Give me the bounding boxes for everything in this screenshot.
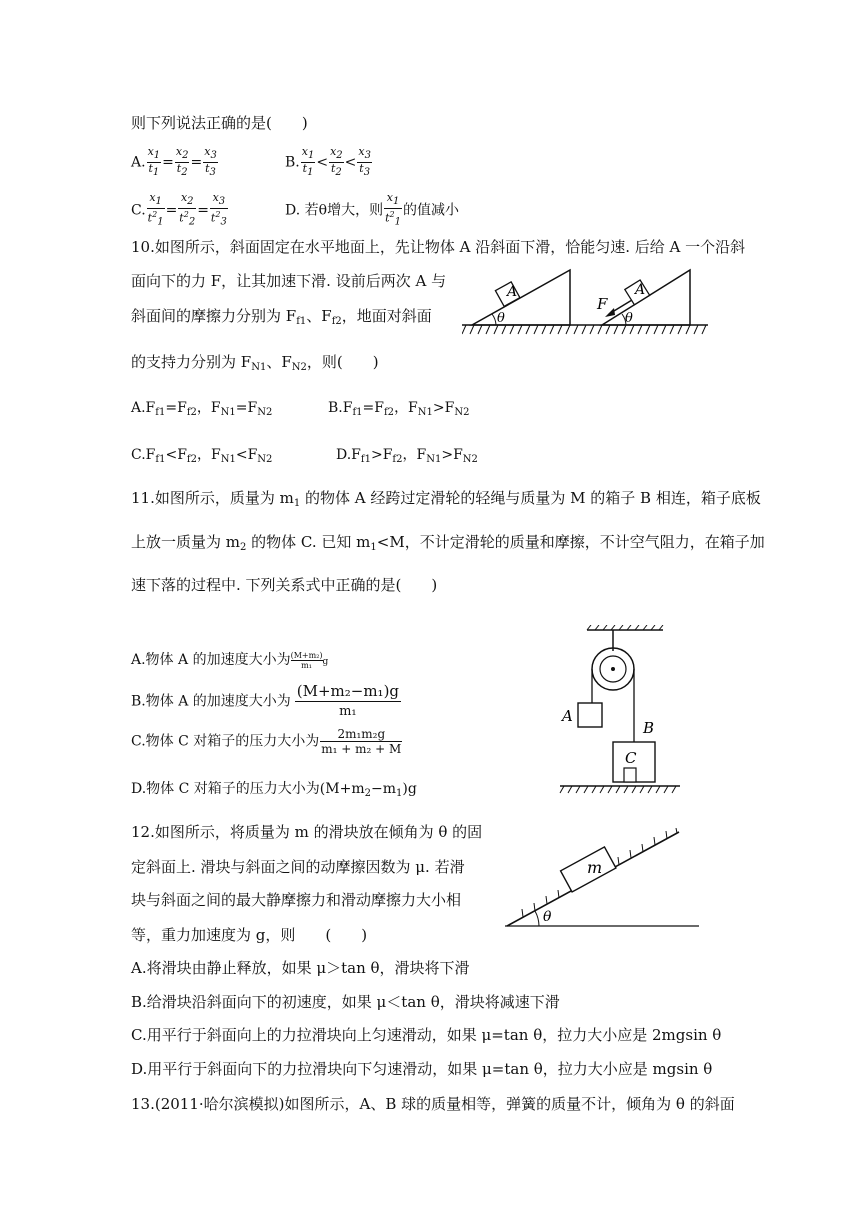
label-m: m xyxy=(587,858,603,877)
q11-line-3: 速下落的过程中. 下列关系式中正确的是( ) xyxy=(131,576,438,594)
q10-option-d: $D.F_{f1}>F_{f2}$，$F_{N1}>F_{N2}$ xyxy=(336,447,478,465)
q11-figure xyxy=(555,625,685,797)
q9-option-a: A. $\frac{x_1}{t_1}$ = $\frac{x_2}{t_2}$ = $\frac{x_3}{t_3}$ xyxy=(131,145,217,178)
q12-option-a: A.将滑块由静止释放，如果 μ＞tan θ，滑块将下滑 xyxy=(131,959,470,977)
incline-1 xyxy=(472,270,570,325)
q11-line-2: 上放一质量为 $m_2$ 的物体 C. 已知 $m_1<M$，不计定滑轮的质量和摩擦，不计空气阻力，在箱子加 xyxy=(131,533,765,553)
q13-line-1: 13.(2011·哈尔滨模拟)如图所示，A、B 球的质量相等，弹簧的质量不计，倾角为 θ 的斜面 xyxy=(131,1095,735,1113)
q9-stem: 则下列说法正确的是( ) xyxy=(131,114,308,132)
theta-1: θ xyxy=(497,311,505,326)
q11-option-d: D.物体 C 对箱子的压力大小为$(M+m_2-m_1)g$ xyxy=(131,781,417,799)
q12-line-4: 等，重力加速度为 g，则 ( ) xyxy=(131,926,368,944)
q12-option-d: D.用平行于斜面向下的力拉滑块向下匀速滑动，如果 μ=tan θ，拉力大小应是 mgsin θ xyxy=(131,1060,713,1078)
q10-option-c: $C.F_{f1}<F_{f2}$，$F_{N1}<F_{N2}$ xyxy=(131,447,273,465)
q9-option-c: C. $\frac{x_1}{t^2_1}$ = $\frac{x_2}{t^2_2}$ = $\frac{x_3}{t^2_3}$ xyxy=(131,191,227,228)
label-a: A xyxy=(562,707,573,725)
q12-line-3: 块与斜面之间的最大静摩擦力和滑动摩擦力大小相 xyxy=(131,891,462,909)
q11-line-1: 11.如图所示，质量为 $m_1$ 的物体 A 经跨过定滑轮的轻绳与质量为 M 的箱子 B 相连，箱子底板 xyxy=(131,489,761,509)
q12-figure xyxy=(503,828,703,930)
q11-option-c: C.物体 C 对箱子的压力大小为 $\frac{\text{2m₁m₂g}}{\text{m₁ + m₂ + M}}$ xyxy=(131,727,402,756)
q10-figure xyxy=(462,262,712,342)
theta: θ xyxy=(543,909,552,925)
q10-line-3: 斜面间的摩擦力分别为 $F_{f1}$、$F_{f2}$，地面对斜面 xyxy=(131,307,432,327)
q9-option-d: D. 若θ增大，则 $\frac{x_1}{t^2_1}$ 的值减小 xyxy=(285,191,459,228)
q9-option-b: B. $\frac{x_1}{t_1}$ < $\frac{x_2}{t_2}$ < $\frac{x_3}{t_3}$ xyxy=(285,145,371,178)
q10-option-b: $B.F_{f1}=F_{f2}$，$F_{N1}>F_{N2}$ xyxy=(328,400,470,418)
q12-option-c: C.用平行于斜面向上的力拉滑块向上匀速滑动，如果 μ=tan θ，拉力大小应是 2mgsin θ xyxy=(131,1026,722,1044)
block-a xyxy=(578,703,602,727)
label-f: F xyxy=(597,295,608,313)
label-b: B xyxy=(643,719,655,737)
block-c xyxy=(624,768,636,782)
ground-hatch xyxy=(462,325,706,334)
label-a-2: A xyxy=(635,282,646,298)
q11-option-a: A.物体 A 的加速度大小为 $\frac{\text{(M+m₂)}}{\text{m₁}}g$ xyxy=(131,650,329,670)
q10-option-a: $A.F_{f1}=F_{f2}$，$F_{N1}=F_{N2}$ xyxy=(131,400,273,418)
q11-option-b: B.物体 A 的加速度大小为 $\frac{\text{(M+m₂−m₁)g}}{\text{m₁}}$ xyxy=(131,682,400,719)
theta-2: θ xyxy=(625,311,633,326)
q12-line-1: 12.如图所示，将质量为 m 的滑块放在倾角为 θ 的固 xyxy=(131,823,483,841)
q10-line-4: 的支持力分别为 $F_{N1}$、$F_{N2}$，则( ) xyxy=(131,353,379,373)
label-c: C xyxy=(625,749,637,767)
q12-option-b: B.给滑块沿斜面向下的初速度，如果 μ＜tan θ，滑块将减速下滑 xyxy=(131,993,560,1011)
label-a-1: A xyxy=(507,284,518,300)
q10-line-1: 10.如图所示，斜面固定在水平地面上，先让物体 A 沿斜面下滑，恰能匀速. 后给 A 一个沿斜 xyxy=(131,238,746,256)
q12-line-2: 定斜面上. 滑块与斜面之间的动摩擦因数为 μ. 若滑 xyxy=(131,858,465,876)
q10-line-2: 面向下的力 F，让其加速下滑. 设前后两次 A 与 xyxy=(131,272,447,290)
